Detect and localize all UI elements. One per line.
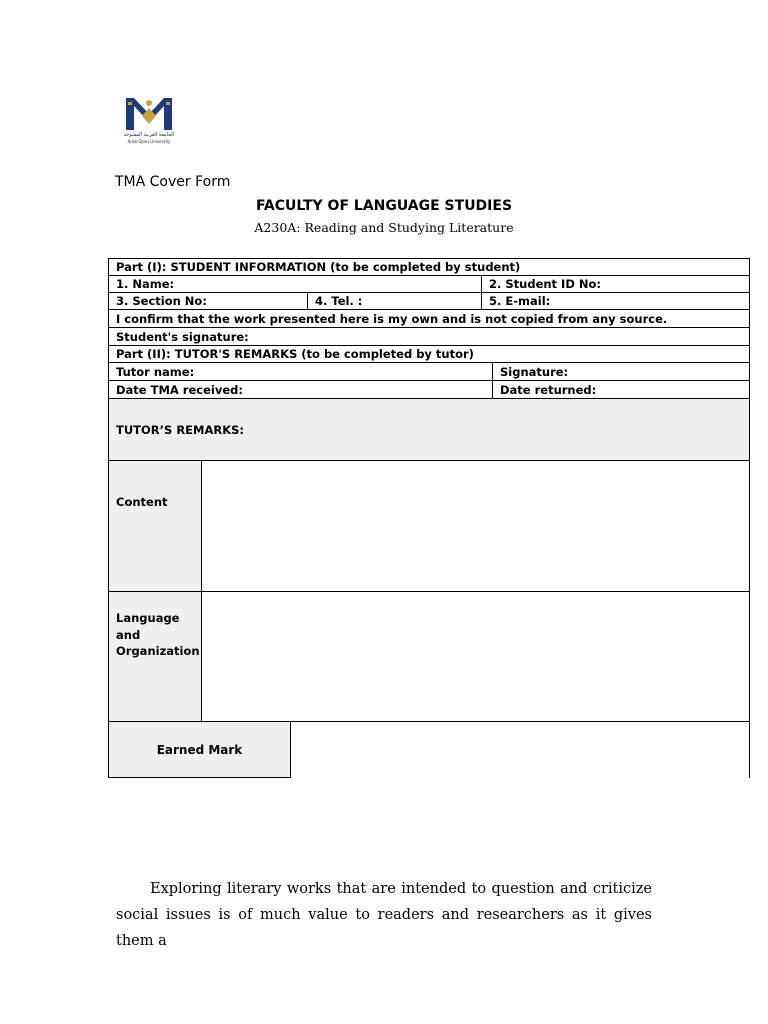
language-label-line-3: Organization [116, 644, 200, 658]
dates-row [108, 380, 750, 398]
tutor-signature-field[interactable]: Signature: [492, 363, 749, 380]
language-remarks-area[interactable] [201, 592, 749, 721]
student-signature-field[interactable]: Student's signature: [116, 329, 249, 344]
part2-heading: Part (II): TUTOR'S REMARKS (to be completed by tutor) [116, 347, 474, 361]
content-remarks-area[interactable] [201, 461, 749, 591]
university-logo [118, 94, 180, 150]
confirmation-row [108, 309, 750, 327]
form-title: TMA Cover Form [115, 174, 231, 190]
faculty-heading: FACULTY OF LANGUAGE STUDIES [255, 198, 513, 214]
confirmation-statement: I confirm that the work presented here is my own and is not copied from any source. [116, 311, 668, 326]
language-row [108, 591, 750, 722]
section-field[interactable]: 3. Section No: [116, 294, 207, 308]
earned-mark-field[interactable] [290, 722, 750, 778]
section-row [108, 292, 750, 309]
course-title: A230A: Reading and Studying Literature [254, 220, 514, 235]
date-received-field[interactable]: Date TMA received: [116, 382, 243, 397]
language-label-line-2: and [116, 627, 141, 642]
part1-heading-row [108, 258, 750, 275]
language-label-line-1: Language [116, 611, 180, 625]
tel-field[interactable]: 4. Tel. : [307, 293, 481, 309]
part2-heading-row [108, 345, 750, 362]
essay-paragraph-text: Exploring literary works that are intended to question and criticize social issues is of much value to readers and researchers as it gives them a [116, 881, 652, 949]
email-field[interactable]: 5. E-mail: [481, 293, 749, 309]
essay-paragraph [116, 876, 652, 954]
content-label: Content [109, 461, 201, 591]
date-returned-field[interactable]: Date returned: [492, 381, 749, 398]
university-emblem-icon [124, 94, 174, 132]
logo-arabic-text: الجامعة العربية المفتوحة [123, 132, 175, 138]
name-field[interactable]: 1. Name: [116, 277, 175, 291]
part1-heading: Part (I): STUDENT INFORMATION (to be completed by student) [116, 260, 521, 274]
tutor-remarks-row [108, 398, 750, 460]
earned-mark-label: Earned Mark [108, 722, 291, 778]
tutor-name-row [108, 362, 750, 380]
name-row [108, 275, 750, 292]
language-label [109, 592, 201, 721]
logo-english-text: Arab Open University [127, 139, 171, 144]
student-id-field[interactable]: 2. Student ID No: [481, 276, 749, 292]
tutor-remarks-label: TUTOR’S REMARKS: [116, 422, 245, 437]
content-row [108, 460, 750, 591]
student-signature-row [108, 327, 750, 345]
tutor-name-field[interactable]: Tutor name: [116, 364, 195, 379]
